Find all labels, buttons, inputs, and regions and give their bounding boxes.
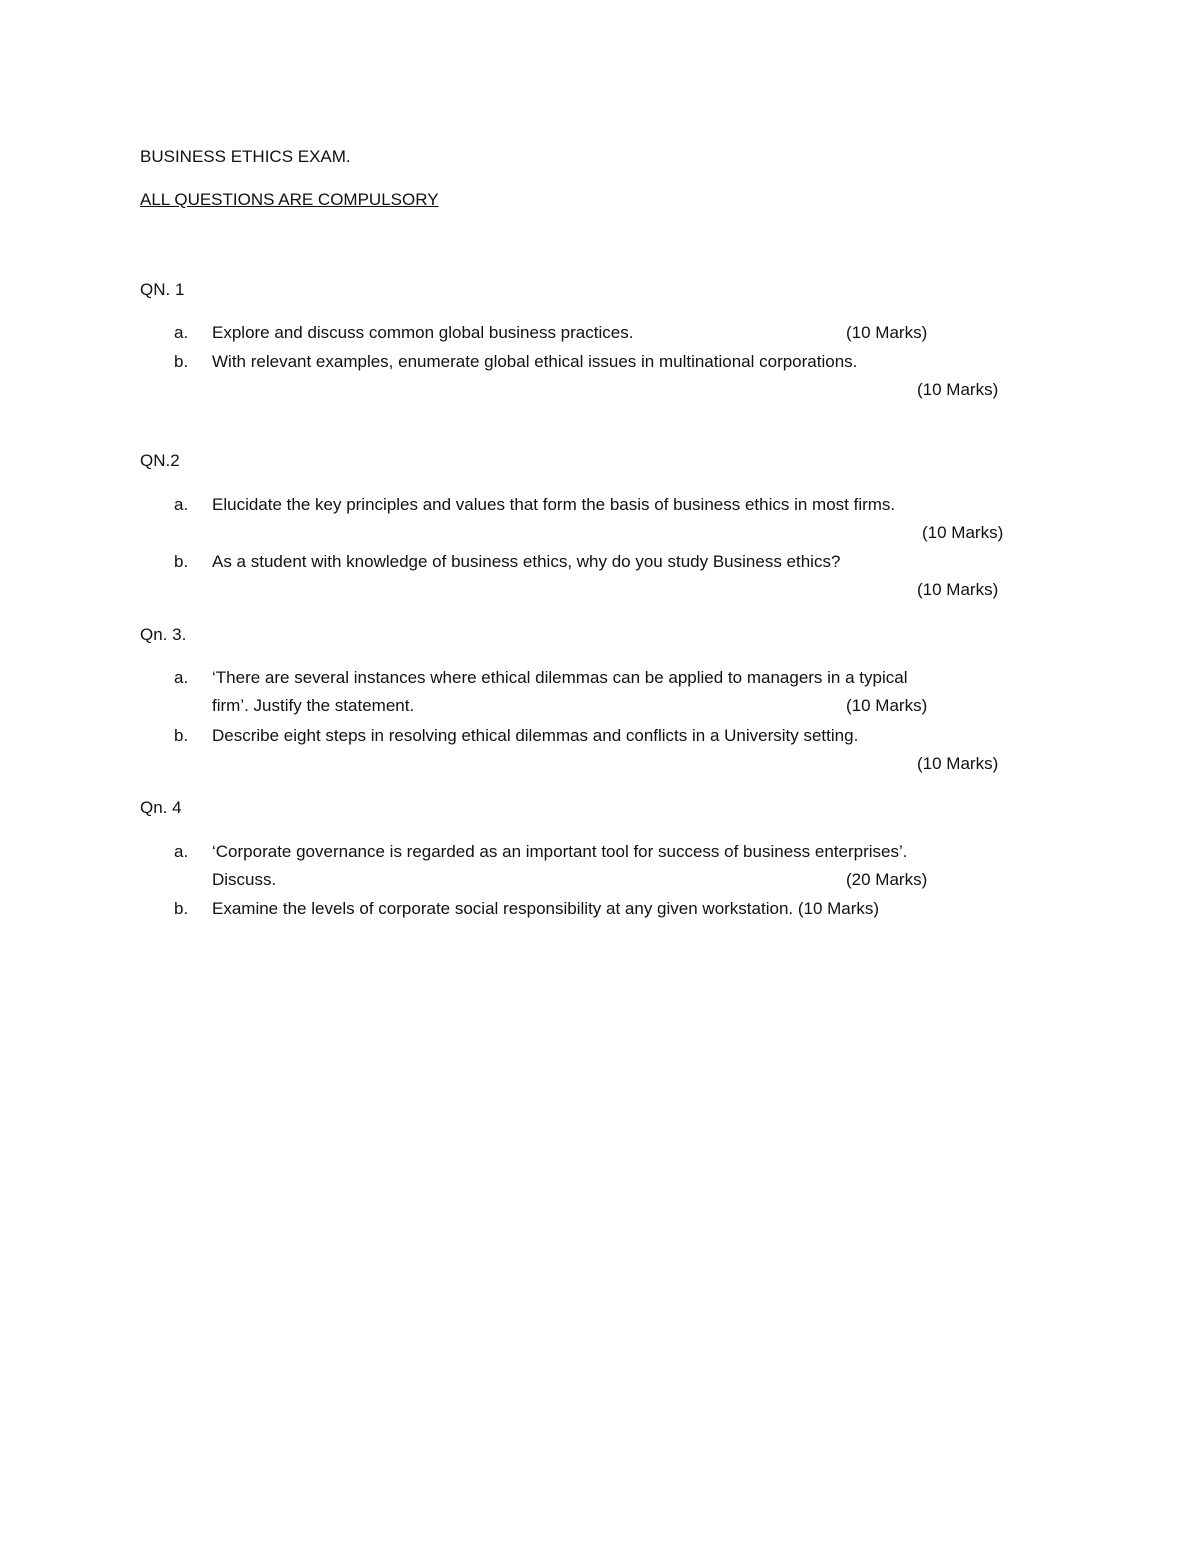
question-4a-letter: a. <box>174 842 189 861</box>
question-4b-letter: b. <box>174 899 189 918</box>
question-1b-text: With relevant examples, enumerate global ethical issues in multinational corporations. <box>212 352 858 371</box>
question-4-heading: Qn. 4 <box>140 798 182 817</box>
question-1b-marks: (10 Marks) <box>917 380 999 399</box>
question-4a-marks: (20 Marks) <box>846 870 928 889</box>
question-2a-marks: (10 Marks) <box>922 523 1004 542</box>
question-2a-letter: a. <box>174 495 189 514</box>
question-1a-marks: (10 Marks) <box>846 323 928 342</box>
question-2b-letter: b. <box>174 552 189 571</box>
question-4a-text-line-1: ‘Corporate governance is regarded as an important tool for success of business enterprises’. <box>212 842 908 861</box>
question-2-heading: QN.2 <box>140 451 180 470</box>
question-3b-text: Describe eight steps in resolving ethical dilemmas and conflicts in a University setting. <box>212 726 859 745</box>
question-1b-letter: b. <box>174 352 189 371</box>
question-3a-text-line-2: firm’. Justify the statement. <box>212 696 415 715</box>
exam-instruction: ALL QUESTIONS ARE COMPULSORY <box>140 190 439 209</box>
question-3a-text-line-1: ‘There are several instances where ethical dilemmas can be applied to managers in a typical <box>212 668 908 687</box>
question-3b-letter: b. <box>174 726 189 745</box>
question-3a-marks: (10 Marks) <box>846 696 928 715</box>
question-1a-text: Explore and discuss common global business practices. <box>212 323 634 342</box>
question-2b-text: As a student with knowledge of business ethics, why do you study Business ethics? <box>212 552 841 571</box>
question-1a-letter: a. <box>174 323 189 342</box>
exam-title: BUSINESS ETHICS EXAM. <box>140 147 351 166</box>
question-2a-text: Elucidate the key principles and values that form the basis of business ethics in most firms. <box>212 495 896 514</box>
question-1-heading: QN. 1 <box>140 280 185 299</box>
question-2b-marks: (10 Marks) <box>917 580 999 599</box>
question-3b-marks: (10 Marks) <box>917 754 999 773</box>
question-3a-letter: a. <box>174 668 189 687</box>
question-4a-text-line-2: Discuss. <box>212 870 277 889</box>
question-3-heading: Qn. 3. <box>140 625 187 644</box>
question-4b-text: Examine the levels of corporate social responsibility at any given workstation. (10 Marks) <box>212 899 880 918</box>
